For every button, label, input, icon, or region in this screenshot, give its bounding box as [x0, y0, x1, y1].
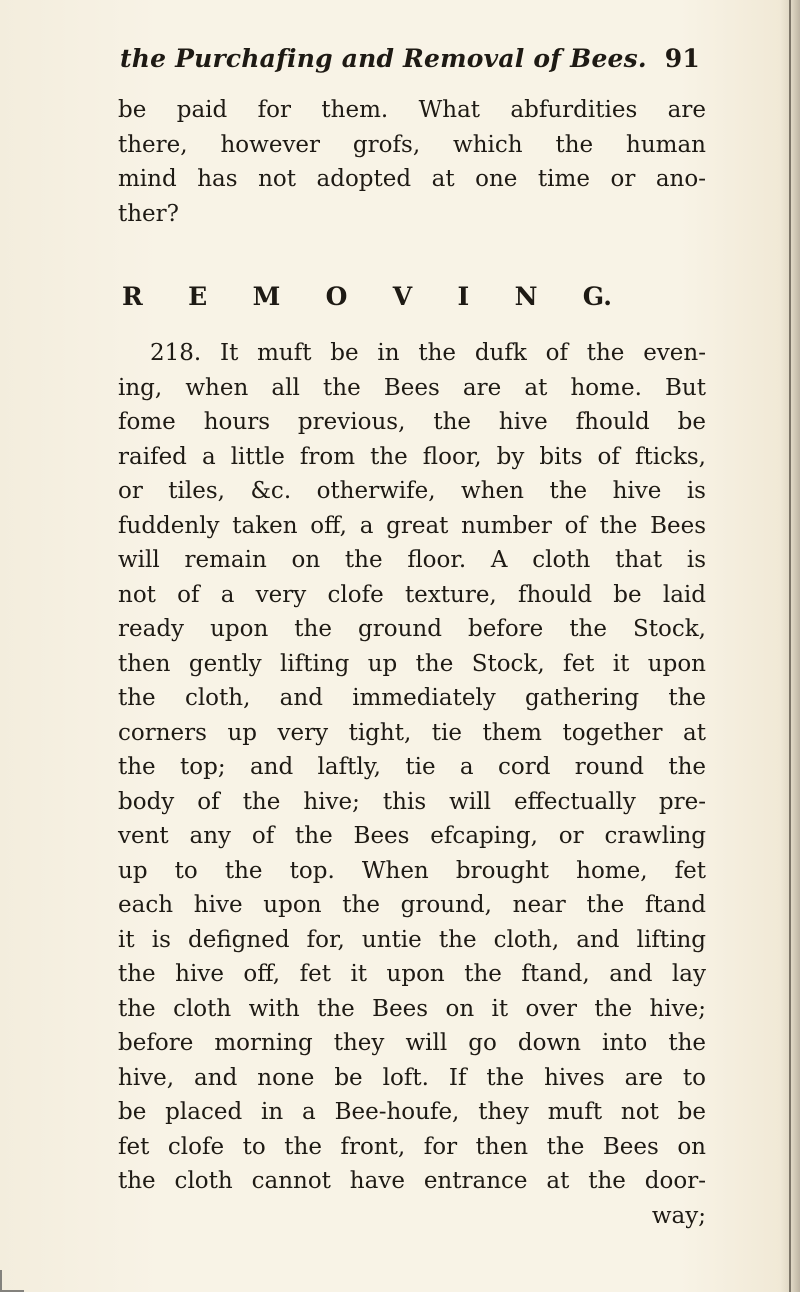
text-line: way;: [651, 1202, 706, 1229]
text-line: will remain on the floor. A cloth that is: [118, 547, 706, 573]
text-line: ther?: [118, 200, 179, 227]
text-line: the top; and laftly, tie a cord round the: [118, 754, 706, 780]
text-line: the cloth, and immediately gathering the: [118, 685, 706, 711]
text-line: fome hours previous, the hive fhould be: [118, 409, 706, 435]
text-line: corners up very tight, tie them together at: [118, 719, 706, 746]
heading-letter: O: [325, 282, 348, 311]
text-line: be paid for them. What abfurdities are: [118, 97, 706, 123]
paragraph-218: [118, 336, 706, 1233]
text-line: raifed a little from the floor, by bits of fticks,: [118, 443, 706, 470]
heading-letter: R: [122, 282, 143, 311]
text-line: the cloth cannot have entrance at the door-: [118, 1168, 706, 1194]
text-line: fuddenly taken off, a great number of the Bees: [118, 512, 706, 539]
text-line: be placed in a Bee-houfe, they muft not be: [118, 1099, 706, 1125]
text-line: the cloth with the Bees on it over the hive;: [118, 995, 706, 1022]
page-edge-line: [789, 0, 791, 1292]
text-line: not of a very clofe texture, fhould be laid: [118, 581, 706, 608]
section-heading: [122, 282, 612, 311]
heading-letter: E: [188, 282, 208, 311]
running-header: [120, 44, 700, 84]
heading-letter: G.: [582, 282, 612, 311]
heading-letter: N: [514, 282, 538, 311]
text-line: or tiles, &c. otherwife, when the hive is: [118, 478, 706, 504]
text-line: before morning they will go down into the: [118, 1030, 706, 1056]
heading-letter: V: [392, 282, 413, 311]
text-line: ready upon the ground before the Stock,: [118, 616, 706, 642]
heading-letter: M: [252, 282, 281, 311]
paragraph-continued: [118, 93, 706, 231]
text-line: the hive off, fet it upon the ftand, and lay: [118, 961, 706, 987]
text-line: each hive upon the ground, near the ftand: [118, 892, 706, 918]
page-number: 91: [664, 44, 700, 73]
running-title: the Purchafing and Removal of Bees.: [120, 44, 647, 73]
text-line: mind has not adopted at one time or ano-: [118, 166, 706, 192]
page-corner-mark: [0, 1270, 24, 1292]
text-line: there, however grofs, which the human: [118, 131, 706, 158]
text-line: it is defigned for, untie the cloth, and lifting: [118, 926, 706, 953]
text-line: fet clofe to the front, for then the Bees on: [118, 1133, 706, 1160]
text-line: hive, and none be loft. If the hives are to: [118, 1064, 706, 1091]
text-line: ing, when all the Bees are at home. But: [118, 374, 706, 401]
text-line: up to the top. When brought home, fet: [118, 857, 706, 884]
text-line: then gently lifting up the Stock, fet it upon: [118, 650, 706, 677]
text-line: vent any of the Bees efcaping, or crawling: [118, 823, 706, 849]
text-line: 218. It muft be in the dufk of the even-: [150, 340, 706, 366]
text-line: body of the hive; this will effectually pre-: [118, 788, 706, 815]
heading-letter: I: [457, 282, 470, 311]
